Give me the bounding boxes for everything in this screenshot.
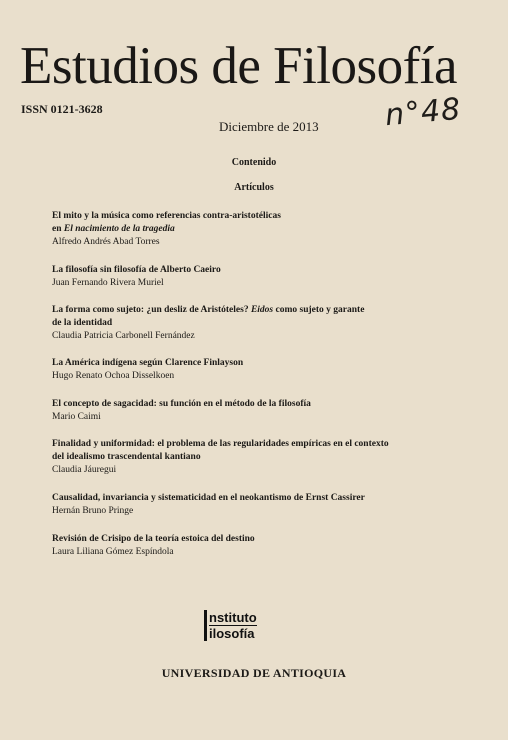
article-title: Finalidad y uniformidad: el problema de las regularidades empíricas en el contexto — [52, 439, 389, 449]
logo-line-filosofia: ilosofía — [209, 626, 255, 641]
article-entry — [52, 357, 462, 383]
article-entry — [52, 492, 462, 518]
issue-date: Diciembre de 2013 — [219, 119, 319, 134]
article-author: Laura Liliana Gómez Espíndola — [52, 547, 174, 557]
article-entry — [52, 398, 462, 424]
article-title-continuation: en El nacimiento de la tragedia — [52, 224, 175, 234]
article-entry — [52, 264, 462, 290]
contents-heading: Contenido — [231, 157, 277, 168]
article-entry — [52, 210, 462, 249]
article-title: Causalidad, invariancia y sistematicidad en el neokantismo de Ernst Cassirer — [52, 493, 365, 503]
issue-number: n°48 — [383, 91, 463, 134]
article-entry — [52, 438, 462, 477]
article-author: Claudia Jáuregui — [52, 465, 117, 475]
instituto-filosofia-logo — [204, 610, 257, 641]
logo-bar — [204, 610, 207, 641]
article-title: La forma como sujeto: ¿un desliz de Aristóteles? Eidos como sujeto y garante — [52, 305, 365, 315]
article-title: Revisión de Crisipo de la teoría estoica del destino — [52, 534, 255, 544]
article-entry — [52, 533, 462, 559]
article-author: Hernán Bruno Pringe — [52, 506, 134, 516]
publisher-name: UNIVERSIDAD DE ANTIOQUIA — [161, 666, 347, 680]
article-entry — [52, 304, 462, 343]
section-heading: Artículos — [234, 182, 274, 193]
issn: ISSN 0121-3628 — [21, 102, 103, 116]
article-author: Hugo Renato Ochoa Disselkoen — [52, 371, 175, 381]
article-author: Mario Caimi — [52, 412, 101, 422]
article-title-continuation: del idealismo trascendental kantiano — [52, 452, 201, 462]
article-title-continuation: de la identidad — [52, 318, 113, 328]
article-author: Claudia Patricia Carbonell Fernández — [52, 331, 195, 341]
logo-line-instituto: nstituto — [209, 610, 257, 625]
article-title: El concepto de sagacidad: su función en el método de la filosofía — [52, 399, 311, 409]
article-title: La filosofía sin filosofía de Alberto Caeiro — [52, 265, 221, 275]
article-title: El mito y la música como referencias contra-aristotélicas — [52, 211, 281, 221]
journal-title: Estudios de Filosofía — [20, 37, 458, 95]
article-title: La América indígena según Clarence Finlayson — [52, 358, 244, 368]
article-author: Juan Fernando Rivera Muriel — [52, 278, 164, 288]
article-author: Alfredo Andrés Abad Torres — [52, 237, 160, 247]
